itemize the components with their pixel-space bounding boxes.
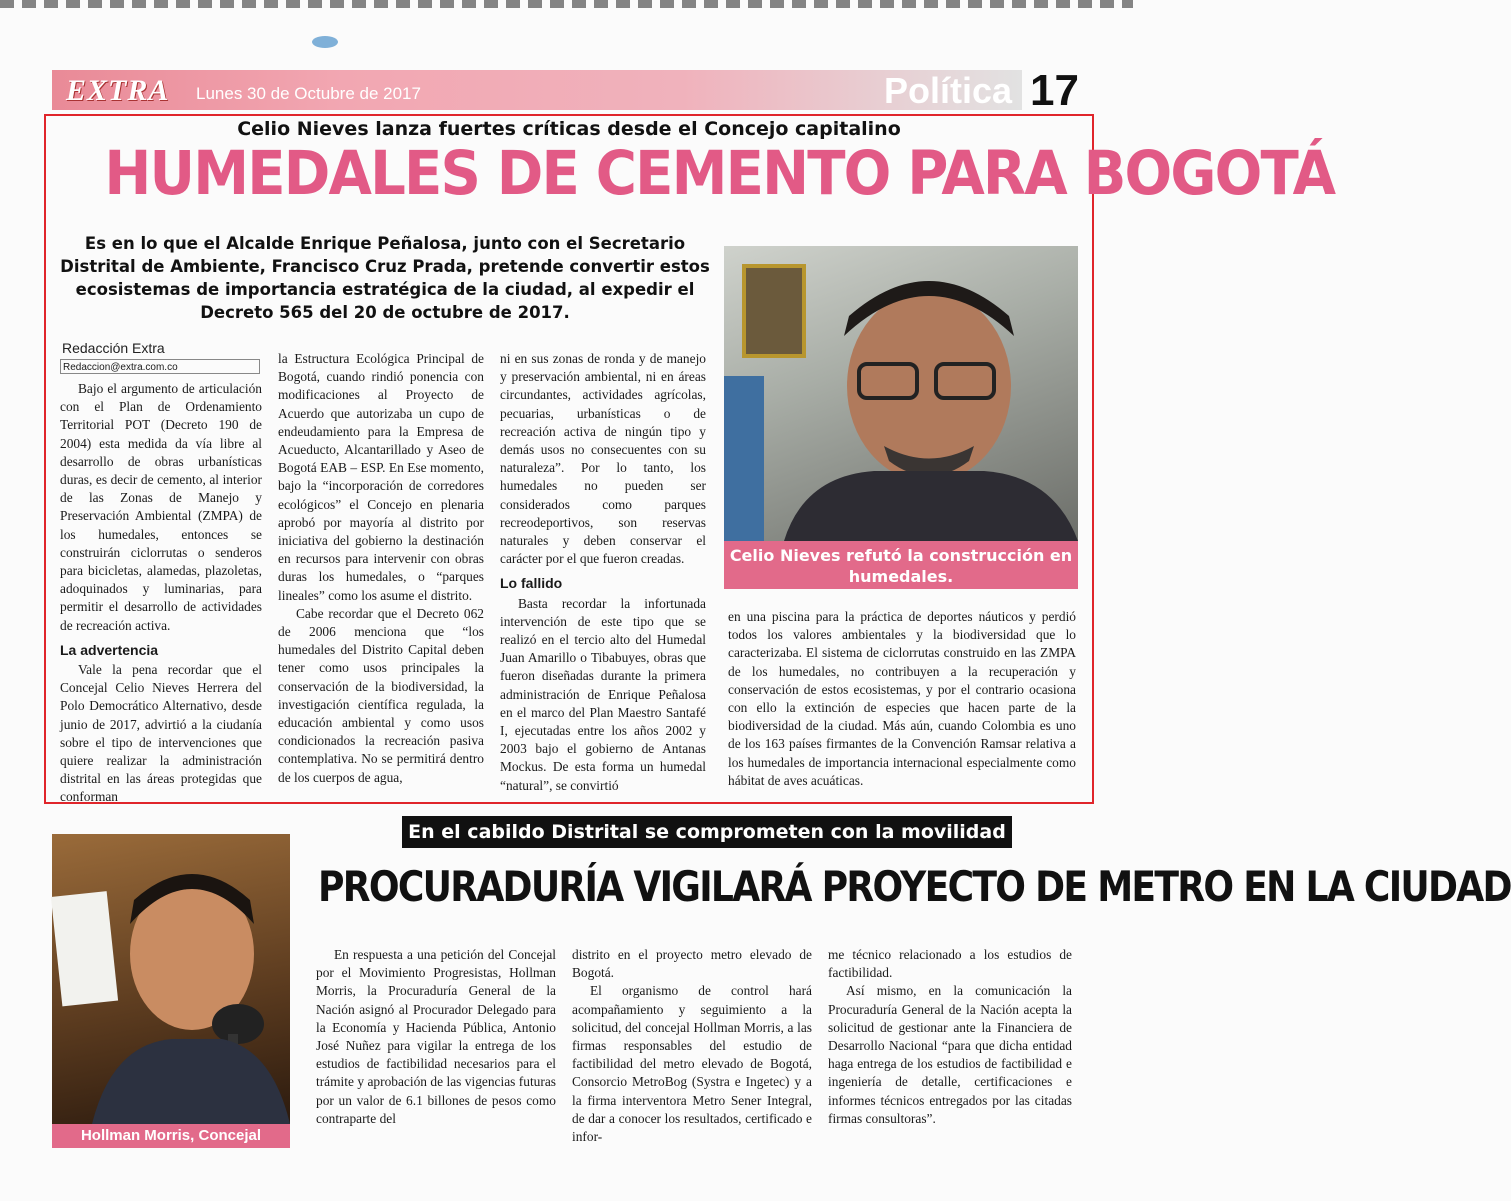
- page-top-edge: [0, 0, 1133, 8]
- article2-column-2: [572, 946, 812, 1146]
- issue-date: Lunes 30 de Octubre de 2017: [196, 84, 421, 103]
- paragraph: Cabe recordar que el Decreto 062 de 2006 menciona que “los humedales del Distrito Capital deben tener como usos principales la conservación de la biodiversidad, la investigación científica regulada, la educación ambiental y como usos condicionados la recreación pasiva contemplativa. No se permitirá dentro de los cuerpos de agua,: [278, 605, 484, 785]
- article1-column-4: [728, 608, 1076, 790]
- byline: Redacción Extra: [62, 340, 165, 356]
- article2-column-1: [316, 946, 556, 1128]
- ink-spot: [312, 36, 338, 48]
- page-number: 17: [1030, 66, 1079, 115]
- portrait-illustration: [52, 834, 290, 1124]
- paragraph: En respuesta a una petición del Concejal por el Movimiento Progresistas, Hollman Morris, la Procuraduría General de la Nación asignó al Procurador Delegado para la Economía y Hacienda Pública, Antonio José Nuñez para vigilar la entrega de los estudios de factibilidad necesarios para el trámite y aprobación de las vigencias futuras por un valor de 6.1 billones de pesos como contraparte del: [316, 947, 556, 1126]
- paragraph: ni en sus zonas de ronda y de manejo y preservación ambiental, ni en áreas circundantes, actividades agrícolas, pecuarias, urbanísticas o de recreación activa de ningún tipo y demás usos no consecuentes con su naturaleza”. Por lo tanto, los humedales no pueden ser considerados como parques recreodeportivos, son reservas naturales y deben conservar el carácter por el que fueron creadas.: [500, 351, 706, 567]
- paragraph: Basta recordar la infortunada intervención de este tipo que se realizó en el tercio alto del Humedal Juan Amarillo o Tibabuyes, obras que fueron diseñadas durante la primera administración de Enrique Peñalosa en el marco del Plan Maestro Santafé I, ejecutadas entre los años 2002 y 2003 bajo el gobierno de Antanas Mockus. De esta forma un humedal “natural”, se convirtió: [500, 595, 706, 793]
- paragraph: Vale la pena recordar que el Concejal Celio Nieves Herrera del Polo Democrático Alternativo, desde junio de 2017, advirtió a la ciudanía sobre el tipo de intervenciones que quiere realizar la administración distrital en las áreas protegidas que conforman: [60, 662, 262, 805]
- paragraph: distrito en el proyecto metro elevado de Bogotá.: [572, 947, 812, 981]
- article1-column-1: [60, 380, 262, 807]
- subheading: La advertencia: [60, 641, 159, 658]
- section-title: Política: [884, 70, 1013, 111]
- author-email: Redaccion@extra.com.co: [60, 359, 260, 374]
- article2-photo-caption: Hollman Morris, Concejal: [52, 1124, 290, 1148]
- article1-kicker: Celio Nieves lanza fuertes críticas desde el Concejo capitalino: [237, 118, 901, 140]
- portrait-illustration: [724, 246, 1078, 541]
- hollman-morris-photo: [52, 834, 290, 1124]
- article2-kicker: En el cabildo Distrital se comprometen con la movilidad: [402, 816, 1012, 848]
- article1-column-3: [500, 350, 706, 795]
- paragraph: en una piscina para la práctica de deportes náuticos y perdió todos los valores ambientales y la biodiversidad que lo caracterizaba. El sistema de ciclorrutas construido en las ZMPA de los humedales, no contribuyen a la recuperación y conservación de estos ecosistemas, y por el contrario ocasiona con ello la extinción de especies que hacen parte de la biodiversidad de la ciudad. Más aún, cuando Colombia es uno de los 163 países firmantes de la Convención Ramsar relativa a los humedales de importancia internacional especialmente como hábitat de aves acuáticas.: [728, 609, 1076, 788]
- paragraph: la Estructura Ecológica Principal de Bogotá, cuando rindió ponencia con modificaciones al Proyecto de Acuerdo que autorizaba un cupo de endeudamiento para la Empresa de Acueducto, Alcantarillado y Aseo de Bogotá EAB – ESP. En Ese momento, bajo la “incorporación de corredores ecológicos” el Concejo en plenaria aprobó por mayoría al distrito por iniciativa del gobierno la destinación en recursos para intervenir con obras duras los humedales, o “parques lineales” como los asume el distrito.: [278, 351, 484, 603]
- article1-photo-caption: Celio Nieves refutó la construcción en humedales.: [724, 541, 1078, 589]
- paragraph: Bajo el argumento de articulación con el Plan de Ordenamiento Territorial POT (Decreto 190 de 2004) esta medida da vía libre al desarrollo de obras urbanísticas duras, es decir de cemento, al interior de las Zonas de Manejo y Preservación Ambiental (ZMPA) de los humedales, entonces se construirán ciclorrutas o senderos para bicicletas, alamedas, plazoletas, adoquinados y luminarias, para permitir el desarrollo de actividades de recreación activa.: [60, 381, 262, 633]
- article2-headline: PROCURADURÍA VIGILARÁ PROYECTO DE METRO EN LA CIUDAD: [318, 862, 1511, 911]
- celio-nieves-photo: [724, 246, 1078, 541]
- subheading: Lo fallido: [500, 575, 563, 592]
- paragraph: me técnico relacionado a los estudios de factibilidad.: [828, 947, 1072, 981]
- paragraph: Así mismo, en la comunicación la Procuraduría General de la Nación acepta la solicitud de gestionar ante la Financiera de Desarrollo Nacional “para que dicha entidad haga entrega de los estudios de factibilidad e ingeniería de detalle, certificaciones e informes técnicos entregados por las citadas firmas consultoras”.: [828, 983, 1072, 1126]
- article1-headline: HUMEDALES DE CEMENTO PARA BOGOTÁ: [104, 138, 1335, 209]
- article1-column-2: [278, 350, 484, 787]
- article1-lede: Es en lo que el Alcalde Enrique Peñalosa, junto con el Secretario Distrital de Ambiente, Francisco Cruz Prada, pretende convertir estos ecosistemas de importancia estratégica de la ciudad, al expedir el Decreto 565 del 20 de octubre de 2017.: [60, 234, 710, 322]
- paragraph: El organismo de control hará acompañamiento y seguimiento a la solicitud, del concejal Hollman Morris, a las firmas responsables del estudio de factibilidad del metro elevado de Bogotá, Consorcio MetroBog (Systra e Ingetec) y a la firma interventora Metro Sener Integral, de dar a conocer los resultados, certificado e infor-: [572, 983, 812, 1145]
- newspaper-logo: EXTRA: [66, 74, 170, 107]
- article2-column-3: [828, 946, 1072, 1128]
